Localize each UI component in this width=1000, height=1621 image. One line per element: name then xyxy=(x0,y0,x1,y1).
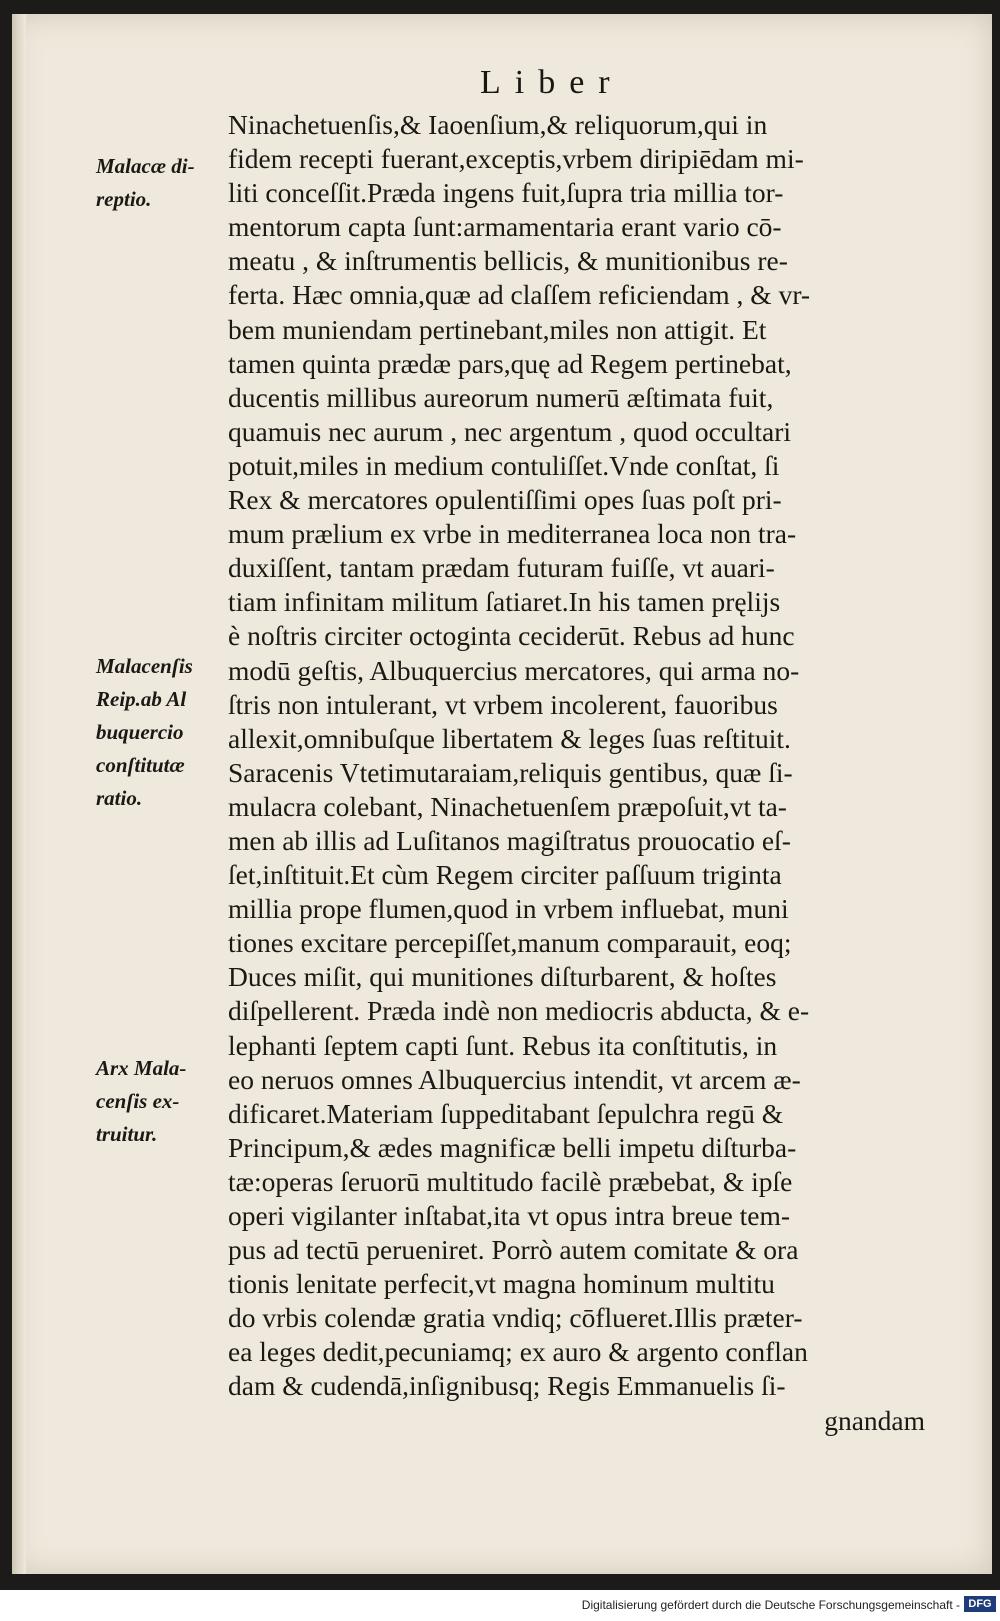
text-line: ducentis millibus aureorum numerū æſtimata fuit, xyxy=(228,381,774,413)
text-line: Rex & mercatores opulentiſſimi opes ſuas poſt pri- xyxy=(228,484,782,516)
text-line: liti conceſſit.Præda ingens fuit,ſupra tria millia tor- xyxy=(228,177,784,209)
text-line: tamen quinta prædæ pars,quę ad Regem pertinebat, xyxy=(228,347,792,379)
text-line: pus ad tectū perueniret. Porrò autem comitate & ora xyxy=(228,1234,799,1266)
margin-note-line: ratio. xyxy=(96,786,143,810)
margin-note-line: reptio. xyxy=(96,187,152,211)
text-line: diſpellerent. Præda indè non mediocris abducta, & e- xyxy=(228,995,810,1027)
text-line: fidem recepti fuerant,exceptis,vrbem diripiēdam mi- xyxy=(228,143,804,175)
text-line: bem muniendam pertinebant,miles non attigit. Et xyxy=(228,313,767,345)
text-line: Ninachetuenſis,& Iaoenſium,& reliquorum,qui in xyxy=(228,109,768,140)
text-line: ferta. Hæc omnia,quæ ad claſſem reficiendam , & vr- xyxy=(228,279,811,311)
text-line: lephanti ſeptem capti ſunt. Rebus ita conſtitutis, in xyxy=(228,1029,778,1061)
text-line: meatu , & inſtrumentis bellicis, & munitionibus re- xyxy=(228,245,788,277)
margin-note-line: truitur. xyxy=(96,1122,158,1146)
text-line: Saracenis Vtetimutaraiam,reliquis gentibus, quæ ſi- xyxy=(228,756,793,788)
text-line: dificaret.Materiam ſuppeditabant ſepulchra regū & xyxy=(228,1097,784,1129)
text-line: modū geſtis, Albuquercius mercatores, qui arma no- xyxy=(228,654,800,686)
text-line: ea leges dedit,pecuniamq; ex auro & argento conflan xyxy=(228,1336,808,1368)
text-line: millia prope flumen,quod in vrbem influebat, muni xyxy=(228,893,789,925)
digitization-footer xyxy=(0,1590,1000,1621)
text-line: do vrbis colendæ gratia vndiq; cōflueret.Illis præter- xyxy=(228,1302,803,1334)
catchword: gnandam xyxy=(824,1404,925,1436)
margin-note-line: Arx Mala- xyxy=(96,1056,187,1080)
running-head: Liber xyxy=(480,64,624,101)
margin-note-arx-extruitur xyxy=(96,1052,220,1151)
text-line: men ab illis ad Luſitanos magiſtratus prouocatio eſ- xyxy=(228,824,791,856)
text-line: tæ:operas ſeruorū multitudo facilè præbebat, & ipſe xyxy=(228,1165,793,1197)
text-line: operi vigilanter inſtabat,ita vt opus intra breue tem- xyxy=(228,1200,791,1231)
text-line: potuit,miles in medium contuliſſet.Vnde conſtat, ſi xyxy=(228,449,780,481)
text-line: mentorum capta ſunt:armamentaria erant vario cō- xyxy=(228,211,782,243)
page-gutter-shadow xyxy=(12,14,26,1574)
text-line: è noſtris circiter octoginta ceciderūt. Rebus ad hunc xyxy=(228,620,795,652)
text-line: Duces miſit, qui munitiones diſturbarent, & hoſtes xyxy=(228,961,777,993)
text-line: mum prælium ex vrbe in mediterranea loca non tra- xyxy=(228,518,797,550)
text-line: quamuis nec aurum , nec argentum , quod occultari xyxy=(228,415,792,447)
text-line: dam & cudendā,inſignibusq; Regis Emmanuelis ſi- xyxy=(228,1370,786,1402)
text-line: eo neruos omnes Albuquercius intendit, vt arcem æ- xyxy=(228,1063,801,1095)
margin-note-line: Malacenſis xyxy=(96,654,193,678)
text-line: ſtris non intulerant, vt vrbem incolerent, fauoribus xyxy=(228,688,778,720)
text-line: mulacra colebant, Ninachetuenſem præpoſuit,vt ta- xyxy=(228,790,787,822)
footer-credit: Digitalisierung gefördert durch die Deutsche Forschungsgemeinschaft - xyxy=(581,1598,960,1612)
margin-note-line: Reip.ab Al xyxy=(96,687,187,711)
text-line: Principum,& ædes magnificæ belli impetu diſturba- xyxy=(228,1131,797,1163)
margin-note-reipublicae-ratio xyxy=(96,650,220,815)
margin-note-line: buquercio xyxy=(96,720,184,744)
text-line: tiones excitare percepiſſet,manum comparauit, eoq; xyxy=(228,927,792,959)
text-line: duxiſſent, tantam prædam futuram fuiſſe, vt auari- xyxy=(228,552,775,584)
text-line: tionis lenitate perfecit,vt magna hominum multitu xyxy=(228,1268,775,1300)
margin-note-line: cenſis ex- xyxy=(96,1089,180,1113)
text-line: tiam infinitam militum ſatiaret.In his tamen pręlijs xyxy=(228,586,781,618)
margin-note-malacae-direptio xyxy=(96,150,220,216)
margin-note-line: Malacæ di- xyxy=(96,154,195,178)
text-line: ſet,inſtituit.Et cùm Regem circiter paſſuum triginta xyxy=(228,859,782,891)
text-line: allexit,omnibuſque libertatem & leges ſuas reſtituit. xyxy=(228,722,791,754)
dfg-logo: DFG xyxy=(964,1596,996,1612)
margin-note-line: conſtitutæ xyxy=(96,753,185,777)
main-text-block xyxy=(228,108,933,1438)
